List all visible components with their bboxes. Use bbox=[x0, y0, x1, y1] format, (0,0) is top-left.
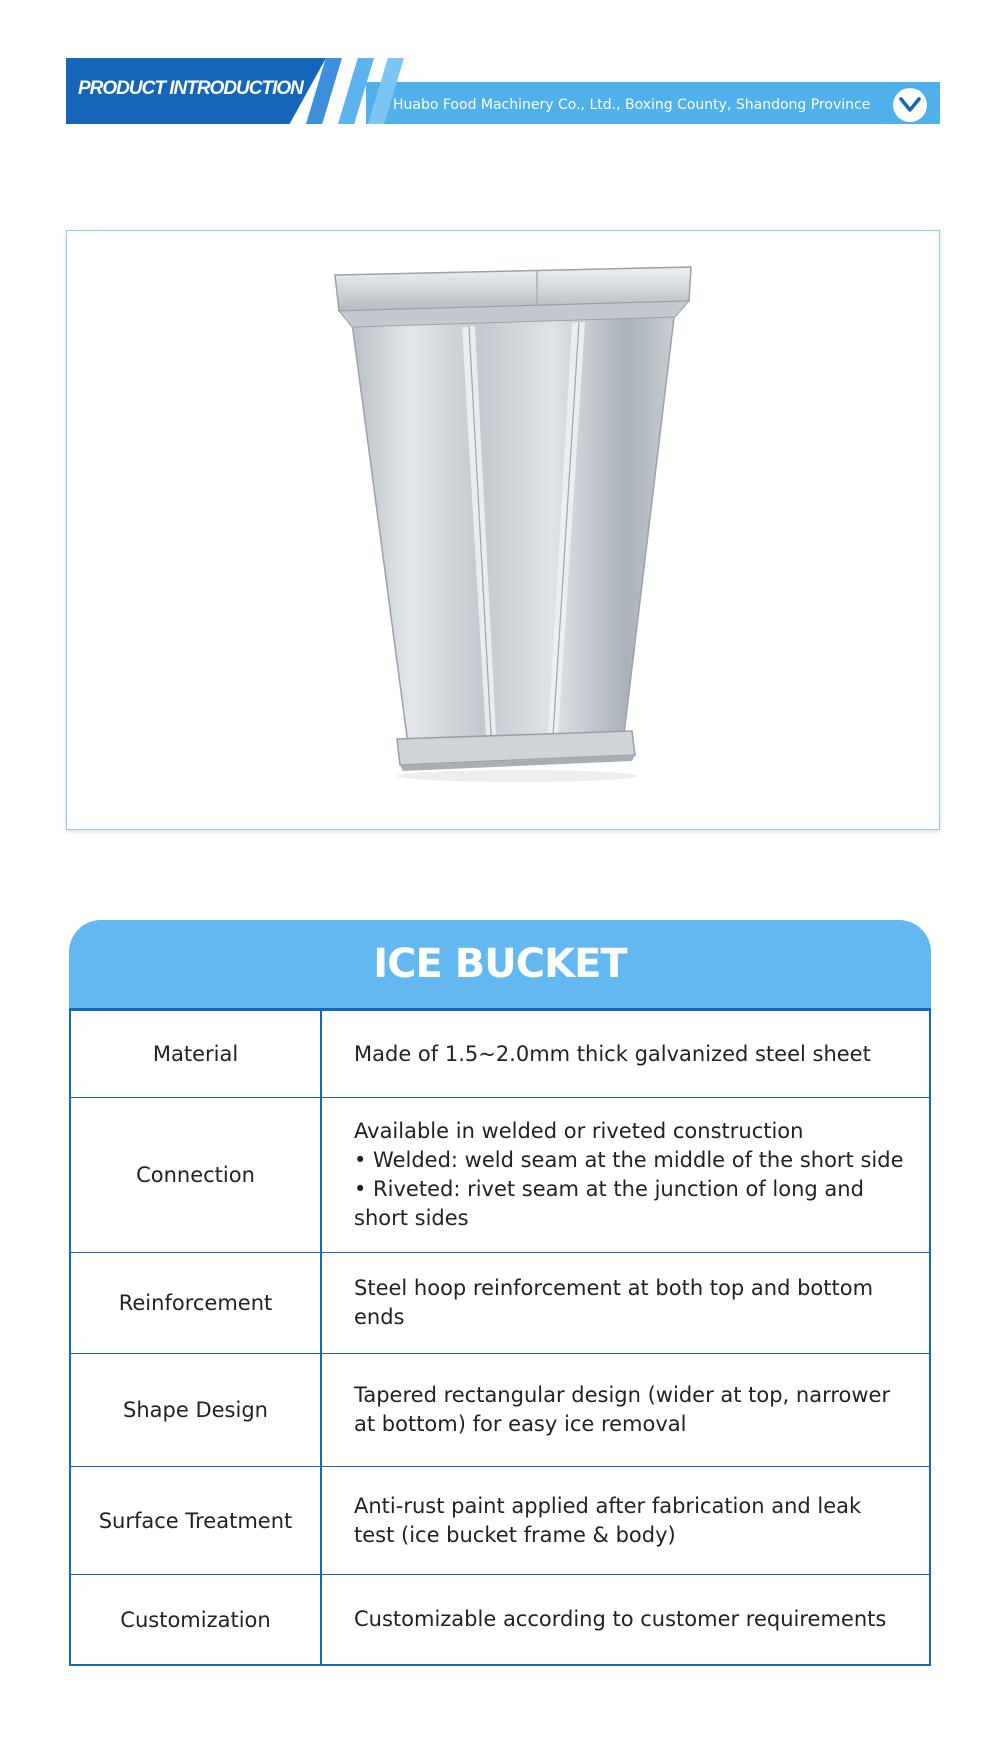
spec-table bbox=[69, 920, 931, 1666]
row-label: Customization bbox=[71, 1575, 322, 1664]
product-image bbox=[66, 230, 940, 830]
row-value bbox=[322, 1011, 929, 1097]
row-label: Shape Design bbox=[71, 1354, 322, 1466]
chevron-down-circle-icon[interactable] bbox=[893, 88, 927, 122]
table-row bbox=[71, 1575, 929, 1664]
table-row bbox=[71, 1467, 929, 1575]
row-value bbox=[322, 1467, 929, 1574]
row-value-line: Available in welded or riveted construction bbox=[354, 1119, 804, 1143]
spec-table-body bbox=[69, 1011, 931, 1666]
table-row bbox=[71, 1011, 929, 1098]
row-value-line: • Riveted: rivet seam at the junction of long and short sides bbox=[354, 1177, 864, 1230]
section-title: PRODUCT INTRODUCTION bbox=[78, 78, 303, 99]
row-value-line: Tapered rectangular design (wider at top, narrower at bottom) for easy ice removal bbox=[354, 1383, 891, 1436]
row-value-line: • Welded: weld seam at the middle of the short side bbox=[354, 1148, 904, 1172]
row-label: Surface Treatment bbox=[71, 1467, 322, 1574]
table-row bbox=[71, 1253, 929, 1354]
row-value-line: Customizable according to customer requirements bbox=[354, 1607, 887, 1631]
table-row bbox=[71, 1354, 929, 1467]
row-label: Connection bbox=[71, 1098, 322, 1252]
row-label: Material bbox=[71, 1011, 322, 1097]
spec-table-title: ICE BUCKET bbox=[373, 941, 627, 987]
row-value bbox=[322, 1575, 929, 1664]
row-label: Reinforcement bbox=[71, 1253, 322, 1353]
row-value-line: Made of 1.5~2.0mm thick galvanized steel sheet bbox=[354, 1041, 871, 1066]
ice-bucket-illustration bbox=[67, 231, 939, 829]
section-banner bbox=[66, 58, 940, 128]
row-value bbox=[322, 1098, 929, 1252]
row-value-line: Anti-rust paint applied after fabrication and leak test (ice bucket frame & body) bbox=[354, 1493, 862, 1547]
table-row bbox=[71, 1098, 929, 1253]
spec-table-header bbox=[69, 920, 931, 1011]
company-name: Huabo Food Machinery Co., Ltd., Boxing County, Shandong Province bbox=[393, 97, 871, 113]
row-value bbox=[322, 1354, 929, 1466]
row-value bbox=[322, 1253, 929, 1353]
row-value-line: Steel hoop reinforcement at both top and bottom ends bbox=[354, 1276, 874, 1329]
